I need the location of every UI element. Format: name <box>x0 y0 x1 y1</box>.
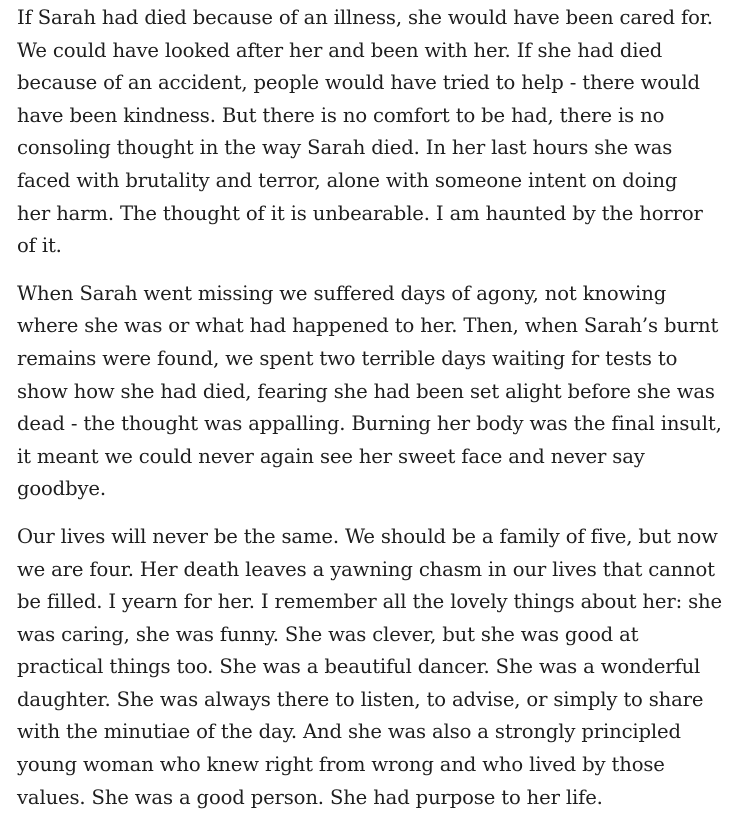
text-line: daughter. She was always there to listen, to advise, or simply to share <box>17 687 704 711</box>
text-line: remains were found, we spent two terrible days waiting for tests to <box>17 346 678 370</box>
text-line: values. She was a good person. She had purpose to her life. <box>17 785 603 809</box>
text-line: with the minutiae of the day. And she was also a strongly principled <box>17 720 681 744</box>
text-line: If Sarah had died because of an illness, she would have been cared for. <box>17 6 713 29</box>
text-line: where she was or what had happened to her. Then, when Sarah’s burnt <box>17 314 719 338</box>
text-line: be filled. I yearn for her. I remember all the lovely things about her: she <box>17 590 722 614</box>
text-line: show how she had died, fearing she had been set alight before she was <box>17 379 715 403</box>
text-line: it meant we could never again see her sweet face and never say <box>17 444 645 468</box>
text-line: When Sarah went missing we suffered days of agony, not knowing <box>17 281 667 305</box>
text-line: dead - the thought was appalling. Burning her body was the final insult, <box>17 412 722 436</box>
text-line: of it. <box>17 234 62 258</box>
text-line: faced with brutality and terror, alone with someone intent on doing <box>17 168 678 192</box>
text-line: consoling thought in the way Sarah died. In her last hours she was <box>17 136 673 160</box>
article-body <box>17 2 742 829</box>
text-line: We could have looked after her and been with her. If she had died <box>17 38 663 62</box>
text-line: practical things too. She was a beautiful dancer. She was a wonderful <box>17 655 701 679</box>
text-line: we are four. Her death leaves a yawning chasm in our lives that cannot <box>17 557 715 581</box>
text-line: was caring, she was funny. She was clever, but she was good at <box>17 622 639 646</box>
text-line: young woman who knew right from wrong and who lived by those <box>17 753 665 777</box>
text-line: goodbye. <box>17 477 106 501</box>
text-line: Our lives will never be the same. We should be a family of five, but now <box>17 524 718 548</box>
text-line: because of an accident, people would have tried to help - there would <box>17 71 700 95</box>
text-line: have been kindness. But there is no comfort to be had, there is no <box>17 103 665 127</box>
paragraph-2 <box>17 278 742 506</box>
paragraph-3 <box>17 521 742 814</box>
paragraph-1 <box>17 2 742 263</box>
text-line: her harm. The thought of it is unbearable. I am haunted by the horror <box>17 201 703 225</box>
